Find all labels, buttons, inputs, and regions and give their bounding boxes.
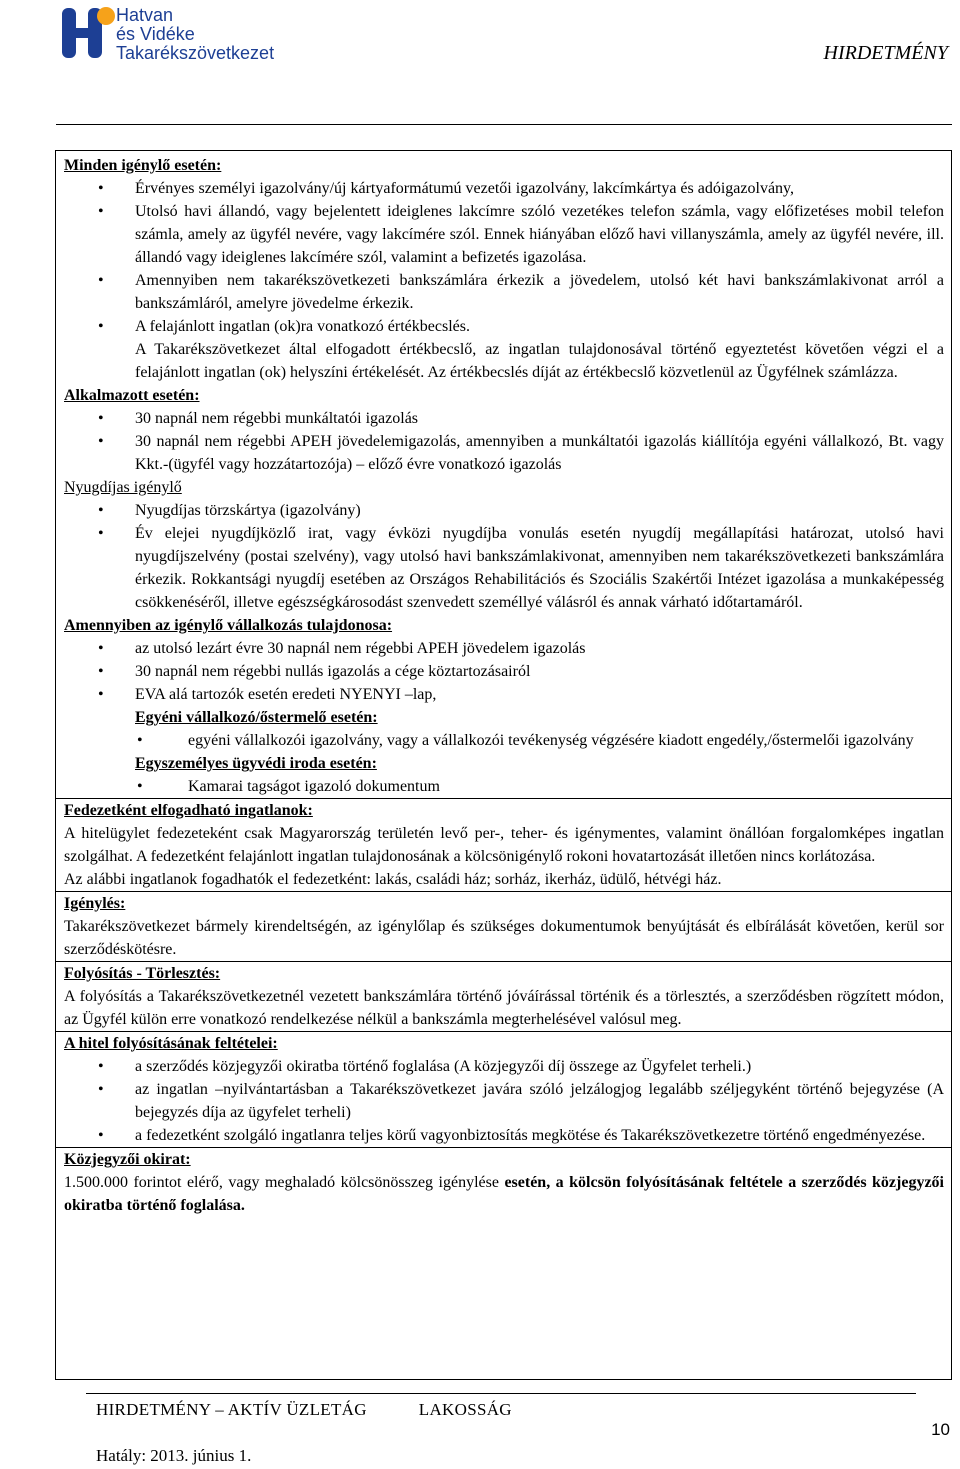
footer-center: LAKOSSÁG: [418, 1400, 512, 1419]
collateral-paragraph-2: Az alábbi ingatlanok fogadhatók el fedezetként: lakás, családi ház; sorház, ikerház, üdülő, hétvégi ház.: [64, 871, 722, 888]
logo-line-1: Hatvan: [116, 5, 174, 25]
list-item: • a fedezetként szolgáló ingatlanra teljes körű vagyonbiztosítás megkötése és Takarékszövetkezetre történő engedményezése.: [64, 1124, 944, 1147]
collateral-paragraph-1: A hitelügylet fedezeteként csak Magyarország területén levő per-, teher- és igénymentes, valamint önállóan forgalomképes ingatlan szolgálhat. A fedezetként felajánlott ingatlan tulajdonosának a kölcsönigénylő rokoni hovatartozását illetően nincs korlátozása.: [64, 825, 944, 865]
page-title: HIRDETMÉNY: [823, 42, 948, 64]
list-item: • Amennyiben nem takarékszövetkezeti bankszámlára érkezik a jövedelem, utolsó két havi bankszámlakivonat arról a bankszámláról, amelyre jövedelme érkezik.: [64, 269, 944, 315]
section-title-nyugdijas: Nyugdíjas igénylő: [64, 479, 182, 496]
logo-line-2: és Vidéke: [116, 24, 195, 44]
list-item-nested: [64, 729, 944, 752]
conditions-content: [64, 154, 944, 1217]
list-item: • 30 napnál nem régebbi munkáltatói igazolás: [64, 407, 944, 430]
nested-item-text: • egyéni vállalkozói igazolvány, vagy a vállalkozói tevékenység végzésére kiadott engedély,/őstermelői igazolvány: [188, 732, 914, 749]
section-title-igenyles: Igénylés:: [64, 895, 126, 912]
list-item-nested: • Kamarai tagságot igazoló dokumentum: [64, 775, 944, 798]
notary-text-bold: esetén, a kölcsön folyósításának feltétele a szerződés közjegyzői okiratba történő foglalása.: [64, 1174, 944, 1214]
list-item: • Utolsó havi állandó, vagy bejelentett ideiglenes lakcímre szóló vezetékes telefon számla, vagy előfizetéses mobil telefon számla, amely az ügyfél nevére, vagy lakcímére szól. Ennek hiányában előző havi villanyszámla, amely az ügyfél nevére, ill. állandó vagy ideiglenes lakcímére szól, valamint a befizetés igazolása.: [64, 200, 944, 269]
list-item: • 30 napnál nem régebbi nullás igazolás a cége köztartozásairól: [64, 660, 944, 683]
notary-text: 1.500.000 forintot elérő, vagy meghaladó kölcsönösszeg igénylése: [64, 1174, 505, 1191]
subsection-title-egyeni: Egyéni vállalkozó/őstermelő esetén:: [135, 709, 378, 726]
valuation-note: A Takarékszövetkezet által elfogadott értékbecslő, az ingatlan tulajdonosával történő egyeztetést követően végzi el a felajánlott ingatlan (ok) helyszíni értékelését. Az értékbecslés díját az értékbecslő közvetlenül az Ügyfélnek számlázza.: [135, 341, 944, 381]
footer-label: [96, 1400, 512, 1420]
list-item: • az ingatlan –nyilvántartásban a Takarékszövetkezet javára szóló jelzálogjog legalább széljegyként történő bejegyzése (A bejegyzés díja az ügyfelet terheli): [64, 1078, 944, 1124]
list-item: • EVA alá tartozók esetén eredeti NYENYI –lap,: [64, 683, 944, 706]
list-item: • Érvényes személyi igazolvány/új kártyaformátumú vezetői igazolvány, lakcímkártya és adóigazolvány,: [64, 177, 944, 200]
subsection-title-ugyvedi: Egyszemélyes ügyvédi iroda esetén:: [135, 755, 377, 772]
list-item: • az utolsó lezárt évre 30 napnál nem régebbi APEH jövedelem igazolás: [64, 637, 944, 660]
list-item: • a szerződés közjegyzői okiratba történő foglalása (A közjegyzői díj összege az Ügyfelet terheli.): [64, 1055, 944, 1078]
section-title-feltetelek: A hitel folyósításának feltételei:: [64, 1035, 278, 1052]
page-number: 10: [931, 1420, 950, 1439]
application-paragraph: Takarékszövetkezet bármely kirendeltségén, az igénylőlap és szükséges dokumentumok benyújtását és elbírálását követően, kerül sor szerződéskötésre.: [64, 918, 944, 958]
company-logo: [60, 4, 350, 62]
footer-left: HIRDETMÉNY – AKTÍV ÜZLETÁG: [96, 1400, 367, 1419]
section-title-minden: Minden igénylő esetén:: [64, 157, 222, 174]
section-title-alkalmazott: Alkalmazott esetén:: [64, 387, 200, 404]
header-divider: [56, 124, 952, 125]
conditions-box: [55, 150, 952, 1380]
list-item: • Nyugdíjas törzskártya (igazolvány): [64, 499, 944, 522]
section-title-folyositas: Folyósítás - Törlesztés:: [64, 965, 221, 982]
footer-date: Hatály: 2013. június 1.: [96, 1446, 252, 1465]
footer-divider: [86, 1393, 916, 1394]
disbursement-paragraph: A folyósítás a Takarékszövetkezetnél vezetett bankszámlára történő jóváírással történik és a törlesztés, a szerződésben rögzített módon, az Ügyfél külön erre vonatkozó rendelkezése nélkül a bankszámla megterhelésével valósul meg.: [64, 988, 944, 1028]
section-title-fedezet: Fedezetként elfogadható ingatlanok:: [64, 802, 313, 819]
section-title-kozjegyzoi: Közjegyzői okirat:: [64, 1151, 191, 1168]
logo-line-3: Takarékszövetkezet: [116, 43, 275, 63]
list-item: • 30 napnál nem régebbi APEH jövedelemigazolás, amennyiben a munkáltatói igazolás kiállítója egyéni vállalkozó, Bt. vagy Kkt.-(ügyfél vagy hozzátartozója) – előző évre vonatkozó igazolás: [64, 430, 944, 476]
notary-paragraph: [64, 1171, 944, 1217]
logo-mark-icon: [60, 4, 116, 62]
section-title-vallalkozas: Amennyiben az igénylő vállalkozás tulajdonosa:: [64, 617, 393, 634]
list-item: • A felajánlott ingatlan (ok)ra vonatkozó értékbecslés.: [64, 315, 944, 338]
list-item: • Év elejei nyugdíjközlő irat, vagy évközi nyugdíjba vonulás esetén nyugdíj megállapítási határozat, utolsó havi nyugdíjszelvény (postai szelvény), vagy utolsó havi bankszámlakivonat, amennyiben nem takarékszövetkezeti bankszámlára érkezik. Rokkantsági nyugdíj esetében az Országos Rehabilitációs és Szociális Szakértői Intézet igazolása a munkaképesség csökkenéséről, illetve egészségkárosodást szenvedett személlyé válásról és annak várható időtartamáról.: [64, 522, 944, 614]
